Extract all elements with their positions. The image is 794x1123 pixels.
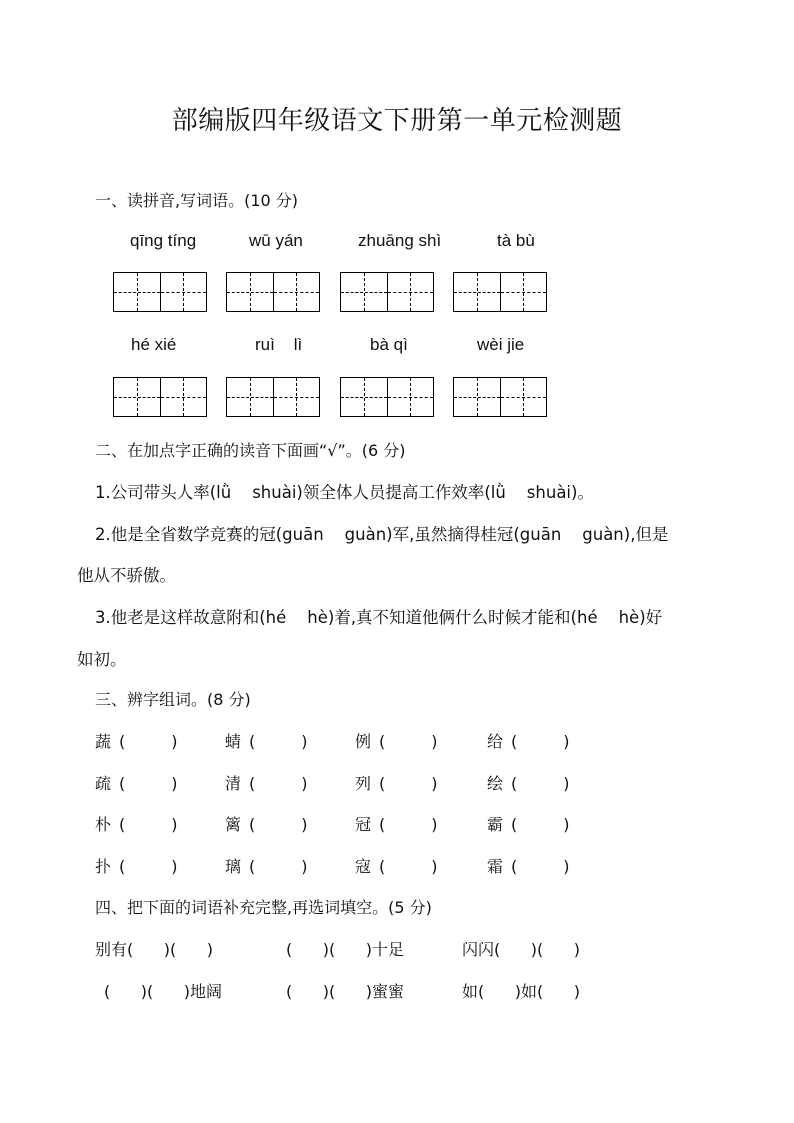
word-group-char: 给 [487,732,504,751]
paren-close: ) [301,732,308,751]
pinyin-2-2: ruì lì [255,335,303,354]
word-group-char: 绘 [487,774,504,793]
paren-close: ) [431,774,438,793]
idiom-1-1[interactable]: 别有( )( ) [95,940,214,959]
writing-grid-1-4[interactable] [453,272,547,312]
word-group-item[interactable] [355,854,438,877]
writing-grid-2-4[interactable] [453,377,547,417]
word-group-char: 冠 [355,815,372,834]
pinyin-1-4: tà bù [497,231,535,250]
paren-open: ( [511,732,518,751]
word-group-item[interactable] [355,812,438,835]
word-group-item[interactable] [225,729,308,752]
paren-open: ( [119,815,126,834]
word-group-item[interactable] [95,729,178,752]
paren-close: ) [563,815,570,834]
word-group-item[interactable] [95,854,178,877]
paren-open: ( [249,732,256,751]
paren-open: ( [249,815,256,834]
word-group-item[interactable] [225,771,308,794]
word-group-char: 霸 [487,815,504,834]
pinyin-2-3: bà qì [370,335,408,354]
word-group-char: 疏 [95,774,112,793]
paren-close: ) [171,857,178,876]
paren-open: ( [511,815,518,834]
word-group-char: 蔬 [95,732,112,751]
page-title: 部编版四年级语文下册第一单元检测题 [171,106,623,136]
writing-grid-1-2[interactable] [226,272,320,312]
pinyin-1-1: qīng tíng [130,231,197,250]
paren-open: ( [379,774,386,793]
paren-open: ( [249,774,256,793]
writing-grid-2-2[interactable] [226,377,320,417]
paren-close: ) [171,774,178,793]
word-group-item[interactable] [355,771,438,794]
word-group-char: 璃 [225,857,242,876]
paren-close: ) [563,732,570,751]
word-group-char: 寇 [355,857,372,876]
section-4-heading: 四、把下面的词语补充完整,再选词填空。(5 分) [95,898,432,917]
paren-close: ) [431,732,438,751]
question-2-2-line-1: 2.他是全省数学竞赛的冠(guān guàn)军,虽然摘得桂冠(guān guàn),但是 [95,525,669,544]
pinyin-2-4: wèi jie [477,335,525,354]
word-group-char: 蜻 [225,732,242,751]
paren-open: ( [511,774,518,793]
word-group-char: 扑 [95,857,112,876]
idiom-1-2[interactable]: ( )( )十足 [286,940,405,959]
writing-grid-1-1[interactable] [113,272,207,312]
paren-open: ( [119,774,126,793]
word-group-char: 清 [225,774,242,793]
word-group-item[interactable] [225,854,308,877]
idiom-2-3[interactable]: 如( )如( ) [462,982,581,1001]
word-group-item[interactable] [487,854,570,877]
paren-open: ( [379,732,386,751]
paren-open: ( [511,857,518,876]
paren-close: ) [171,815,178,834]
pinyin-2-1: hé xié [131,335,177,354]
word-group-item[interactable] [225,812,308,835]
word-group-char: 朴 [95,815,112,834]
idiom-2-1[interactable]: ( )( )地阔 [104,982,223,1001]
paren-close: ) [563,857,570,876]
word-group-item[interactable] [95,771,178,794]
paren-open: ( [379,857,386,876]
writing-grid-2-1[interactable] [113,377,207,417]
word-group-char: 篱 [225,815,242,834]
question-2-2-line-2: 他从不骄傲。 [77,566,176,585]
pinyin-1-2: wū yán [249,231,303,250]
word-group-item[interactable] [95,812,178,835]
idiom-2-2[interactable]: ( )( )蜜蜜 [286,982,405,1001]
paren-close: ) [301,774,308,793]
word-group-item[interactable] [355,729,438,752]
word-group-item[interactable] [487,729,570,752]
writing-grid-2-3[interactable] [340,377,434,417]
word-group-char: 列 [355,774,372,793]
paren-close: ) [171,732,178,751]
paren-close: ) [301,857,308,876]
writing-grid-1-3[interactable] [340,272,434,312]
question-2-3-line-1: 3.他老是这样故意附和(hé hè)着,真不知道他俩什么时候才能和(hé hè)好 [95,608,663,627]
question-2-3-line-2: 如初。 [77,650,127,669]
idiom-1-3[interactable]: 闪闪( )( ) [462,940,581,959]
paren-open: ( [379,815,386,834]
word-group-item[interactable] [487,771,570,794]
word-group-char: 例 [355,732,372,751]
paren-close: ) [563,774,570,793]
word-group-char: 霜 [487,857,504,876]
paren-open: ( [119,732,126,751]
question-2-1: 1.公司带头人率(lǜ shuài)领全体人员提高工作效率(lǜ shuài)。 [95,483,594,502]
paren-close: ) [301,815,308,834]
section-3-heading: 三、辨字组词。(8 分) [95,690,251,709]
paren-open: ( [249,857,256,876]
section-1-heading: 一、读拼音,写词语。(10 分) [95,191,299,210]
pinyin-1-3: zhuāng shì [358,231,442,250]
paren-close: ) [431,857,438,876]
section-2-heading: 二、在加点字正确的读音下面画“√”。(6 分) [95,441,406,460]
word-group-item[interactable] [487,812,570,835]
paren-open: ( [119,857,126,876]
paren-close: ) [431,815,438,834]
